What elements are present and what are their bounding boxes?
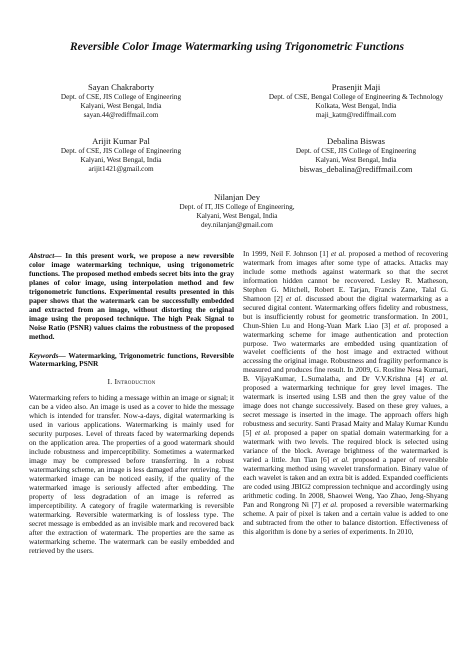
left-column [29,252,234,556]
keywords [29,352,234,370]
author-name: Prasenjit Maji [331,82,381,92]
author-block [250,82,462,120]
author-affiliation: Dept. of CSE, JIS College of Engineering [60,147,182,155]
author-email: biswas_debalina@rediffmail.com [299,164,413,174]
author-name: Debalina Biswas [327,136,385,146]
author-email: arijit1421@gmail.com [88,164,154,173]
author-block [137,192,337,230]
abstract-text: In this present work, we propose a new reversible color image watermarking technique, using trigonometric functions. The proposed method embeds secret bits into the gray planes of color image, using interpolation method and few trigonometric functions. Experimental results presented in this paper shows that the watermark can be successfully embedded and extracted from an image, without distorting the original image using the proposed technique. The high Peak Signal to Noise Ratio (PSNR) values claims the robustness of the proposed method. [29,251,234,341]
et-al: et al. [332,454,349,464]
author-affiliation: Dept. of CSE, Bengal College of Engineering & Technology [268,93,444,101]
et-al: et al. [286,293,303,303]
related-work-paragraph [243,250,448,537]
body-text: proposed a paper of reversible watermarking method using wavelet transformation. Binary value of each wavelet is taken and an extra bit is added. Expanded coefficients are coded using JBIG2 compression technique and accordingly using arithmetic coding. In 2008, Shaowei Weng, Yao Zhao, Jeng-Shyang Pan and Rongrong Ni [7] [243,454,448,509]
author-email: maji_katm@rediffmail.com [315,110,397,119]
body-text: proposed a paper on spatial domain watermarking for a watermark with two levels. The required block is selected using variance of the block. Average brightness of the watermarked is varied a little. Jun Tian [6] [243,428,449,464]
body-text: proposed a watermarking technique for grey level images. The watermark is inserted using LSB and then the grey value of the image does not change successively. Based on these grey values, a secret message is inserted in the image. The approach offers high robustness and security. Santi Prasad Maity and Malay Kumar Kundu [5] [243,383,448,438]
author-name: Arijit Kumar Pal [92,136,150,146]
author-name: Nilanjan Dey [213,192,261,202]
author-affiliation: Dept. of CSE, JIS College of Engineering [295,147,417,155]
author-location: Kolkata, West Bengal, India [315,101,397,110]
body-text: In 1999, Neil F. Johnson [1] [243,249,331,258]
author-affiliation: Dept. of IT, JIS College of Engineering, [179,203,295,211]
body-text: proposed a method of recovering watermark from images after some type of attacks. Attacks may include some methods against watermark so that the secret information hidden cannot be recovered. Lesley R. Matheson, Stephen G. Mitchell, Robert E. Tarjan, Francis Zane, Talal G. Shamoon [2] [243,249,448,303]
abstract [29,252,234,342]
keywords-label: Keywords— [29,350,66,360]
author-location: Kalyani, West Bengal, India [196,211,278,220]
author-affiliation: Dept. of CSE, JIS College of Engineering [60,93,182,101]
et-al: et al. [322,499,338,509]
author-location: Kalyani, West Bengal, India [315,155,397,164]
section-title: Introduction [114,377,156,387]
paper-title: Reversible Color Image Watermarking using Trigonometric Functions [70,41,404,53]
et-al: et al. [254,428,271,438]
section-heading [29,378,234,387]
abstract-label: Abstract— [29,251,62,260]
author-name: Sayan Chakraborty [87,82,155,92]
et-al: et al. [394,320,411,330]
et-al: et al. [330,249,347,258]
keywords-text: Watermarking, Trigonometric functions, Reversible Watermarking, PSNR [29,350,234,369]
body-text: proposed a reversible watermarking scheme. A pair of pixel is taken and a certain value is added to one and subtracted from the other to balance distortion. Effectiveness of this algorithm is done by a series of experiments. In 2010, [243,499,448,536]
right-column [243,250,448,537]
author-email: sayan.44@rediffmail.com [83,110,159,119]
author-block [21,136,221,174]
section-number: I. [107,377,113,387]
body-text: discussed about the digital watermarking as a secured digital content. Watermarking offers fidelity and robustness, but is insufficiently robust for geometric transformation. In 2001, Chun-Shien Lu and Hong-Yuan Mark Liao [3] [243,293,449,330]
author-email: dey.nilanjan@gmail.com [200,220,274,229]
author-location: Kalyani, West Bengal, India [80,101,162,110]
author-location: Kalyani, West Bengal, India [80,155,162,164]
body-text: proposed a watermarking scheme for image authentication and protection purpose. Two watermarks are embedded using quantization of wavelet coefficients of the host image and extracted without accessing the original image. Robustness and fragility performance is measured and produces fine result. In 2009, G. Rosline Nesa Kumari, B. VijayaKumar, L.Sumalatha, and Dr V.V.Krishna [4] [243,320,448,384]
author-block [21,82,221,120]
author-block [256,136,456,175]
et-al: et al. [429,374,448,384]
intro-paragraph: Watermarking refers to hiding a message within an image or signal; it can be a video also. An image is used as a cover to hide the message which is intended for transfer. Now-a-days, digital watermarking is used in various applications. Watermarking is mainly used for security purposes. Level of threats faced by watermarking depends on the application area. The properties of a good watermark should include robustness and imperceptibility. Sometimes a watermarked image may be compressed before transferring. In a robust watermarking scheme, an image is less damaged after retrieving. The watermarked image can be noticed easily, if the quality of the watermarked image is seriously affected after embedding. The property of less degradation of an image is referred as imperceptibility. A category of fragile watermarking is reversible watermarking. Reversible watermarking is of lossless type. The secret message is embedded as an invisible mark and recovered back after the extraction of watermark. The properties are the same as watermarking scheme. The watermark can be easily embedded and retrieved by the users. [29,393,234,555]
